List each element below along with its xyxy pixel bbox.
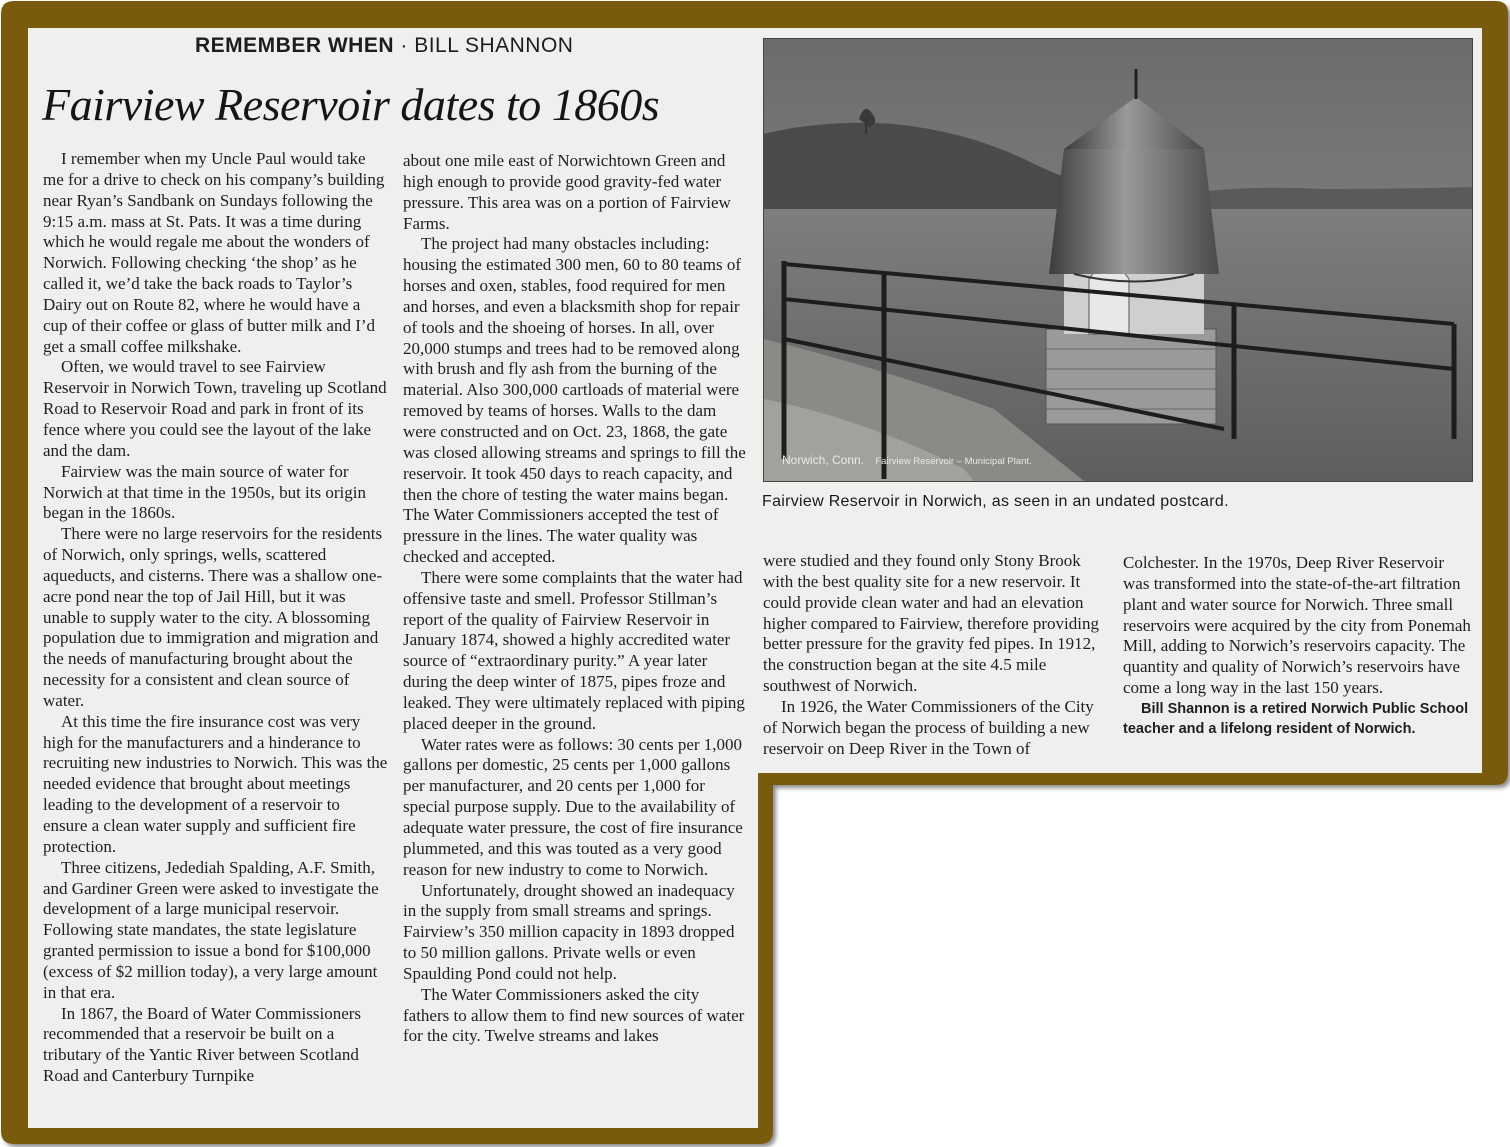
postcard-place: Norwich, Conn. [782, 453, 865, 467]
paragraph: At this time the fire insurance cost was very high for the manufacturers and a hinderance to recruiting new industries to Norwich. This was the needed evidence that brought about meetings leading to the development of a reservoir to ensure a clean water supply and sufficient fire protection. [43, 711, 388, 856]
paragraph: Water rates were as follows: 30 cents per 1,000 gallons per domestic, 25 cents per 1,000 gallons per manufacturer, and 20 cents per 1,000 for special purpose supply. Due to the availability of adequate water pressure, the cost of fire insurance plummeted, and this was touted as a very good reason for new industry to come to Norwich. [403, 734, 743, 879]
paragraph: Often, we would travel to see Fairview Reservoir in Norwich Town, traveling up Scotland Road to Reservoir Road and park in front of its fence where you could see the layout of the lake and the dam. [43, 357, 387, 460]
author-name: BILL SHANNON [414, 34, 574, 57]
postcard-label [782, 453, 1032, 467]
column-name: REMEMBER WHEN [195, 34, 394, 57]
paragraph: Fairview was the main source of water for Norwich at that time in the 1950s, but its origin began in the 1860s. [43, 461, 366, 523]
kicker-separator: · [400, 34, 408, 57]
paragraph: In 1926, the Water Commissioners of the City of Norwich began the process of building a new reservoir on Deep River in the Town of [763, 696, 1094, 758]
article-column-3 [763, 551, 1108, 759]
paragraph: Colchester. In the 1970s, Deep River Reservoir was transformed into the state-of-the-art filtration plant and water source for Norwich. Three small reservoirs were acquired by the city from Ponemah Mill, adding to Norwich’s reservoirs capacity. The quantity and quality of Norwich’s reservoirs have come a long way in the last 150 years. [1123, 553, 1471, 698]
article-kicker [195, 34, 755, 58]
postcard-title: Fairview Reservoir – Municipal Plant. [875, 456, 1032, 467]
paragraph: The project had many obstacles including: housing the estimated 300 men, 60 to 80 teams of horses and oxen, stables, food required for men and horses, and even a blacksmith shop for repair of tools and the shoeing of horses. In all, over 20,000 stumps and trees had to be removed along with brush and fly ash from the burning of the material. Also 300,000 cartloads of material were removed by teams of horses. Walls to the dam were constructed and on Oct. 23, 1868, the gate was closed allowing streams and springs to fill the reservoir. It took 450 days to reach capacity, and then the chore of testing the water mains began. The Water Commissioners accepted the test of pressure in the lines. The water quality was checked and accepted. [403, 234, 746, 567]
author-bio: Bill Shannon is a retired Norwich Public School teacher and a lifelong resident of Norwich. [1123, 700, 1469, 737]
article-column-4 [1123, 553, 1473, 739]
article-column-1 [43, 149, 388, 1087]
paragraph: There were some complaints that the water had offensive taste and smell. Professor Stillman’s report of the quality of Fairview Reservoir in January 1874, showed a highly accredited water source of “extraordinary purity.” A year later during the deep winter of 1875, pipes froze and leaked. They were ultimately replaced with piping placed deeper in the ground. [403, 567, 745, 733]
paragraph: There were no large reservoirs for the residents of Norwich, only springs, wells, scattered aqueducts, and cisterns. There was a shallow one-acre pond near the top of Jail Hill, but it was unable to supply water to the city. A blossoming population due to immigration and migration and the needs of manufacturing brought about the necessity for a consistent and clean source of water. [43, 524, 383, 710]
paragraph: were studied and they found only Stony Brook with the best quality site for a new reservoir. It could provide clean water and had an elevation higher compared to Fairview, therefore providing better pressure for the gravity fed pipes. In 1912, the construction began at the site 4.5 mile southwest of Norwich. [763, 551, 1099, 696]
article-headline: Fairview Reservoir dates to 1860s [42, 79, 660, 130]
photo-caption: Fairview Reservoir in Norwich, as seen in an undated postcard. [762, 493, 1229, 510]
paragraph: I remember when my Uncle Paul would take me for a drive to check on his company’s building near Ryan’s Sandbank on Sundays following the 9:15 a.m. mass at St. Pats. It was a time during which he would regale me about the wonders of Norwich. Following checking ‘the shop’ as he called it, we’d take the back roads to Taylor’s Dairy out on Route 82, where he would have a cup of their coffee or glass of butter milk and I’d get a small coffee milkshake. [43, 149, 385, 356]
paragraph: Three citizens, Jedediah Spalding, A.F. Smith, and Gardiner Green were asked to investigate the development of a large municipal reservoir. Following state mandates, the state legislature granted permission to issue a bond for $100,000 (excess of $2 million today), a very large amount in that era. [43, 857, 379, 1002]
postcard-photo [763, 38, 1473, 482]
paragraph: The Water Commissioners asked the city fathers to allow them to find new sources of water for the city. Twelve streams and lakes [403, 984, 745, 1046]
paragraph: In 1867, the Board of Water Commissioners recommended that a reservoir be built on a tributary of the Yantic River between Scotland Road and Canterbury Turnpike [43, 1003, 362, 1086]
reservoir-illustration [764, 39, 1472, 481]
article-column-2 [403, 151, 748, 1047]
paragraph: Unfortunately, drought showed an inadequacy in the supply from small streams and springs. Fairview’s 350 million capacity in 1893 dropped to 50 million gallons. Private wells or even Spaulding Pond could not help. [403, 880, 735, 983]
paragraph: about one mile east of Norwichtown Green and high enough to provide good gravity-fed water pressure. This area was on a portion of Fairview Farms. [403, 151, 731, 233]
